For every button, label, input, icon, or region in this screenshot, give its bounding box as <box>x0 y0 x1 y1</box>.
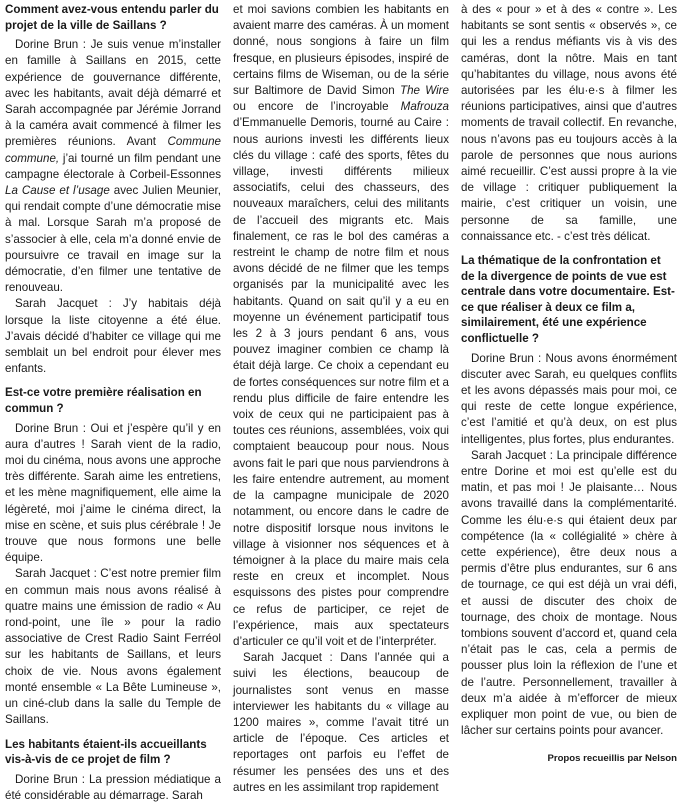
answer-paragraph: à des « pour » et à des « contre ». Les habitants se sont sentis « observés », ce qui les a rendus méfiants vis à vis des caméras, dont la nôtre. Mais en tant qu’habitantes du village, nous avons été autorisées par les élu·e·s à filmer les réunions participatives, ainsi que d’autres moments de travail collectif. En revanche, nous n’avons pas eu toujours accès à la parole de personnes que nous aurions aimé recueillir. C’est aussi propre à la vie de village : critiquer publiquement la mairie, c’est critiquer un voisin, une personne de sa famille, une connaissance etc. - c’est très délicat. <box>461 3 677 243</box>
film-title: Commune commune, <box>5 135 221 165</box>
film-title: Mafrouza <box>400 100 449 114</box>
answer-paragraph: Sarah Jacquet : C’est notre premier film en commun mais nous avons réalisé à quatre mains une émission de radio « Au rond-point, une île » pour la radio associative de Crest Radio Saint Ferréol sur les habitants de Saillans, et leurs choix de vie. Nous avons également monté ensemble « La Bête Lumineuse », un ciné-club dans la salle du Temple de Saillans. <box>5 567 221 727</box>
column-2 <box>233 2 449 796</box>
column-1 <box>5 2 221 804</box>
answer-paragraph: Dorine Brun : Nous avons énormément discuter avec Sarah, eu quelques conflits et les avons dépassés mais pour moi, ce qui reste de cette longue expérience, c’est l’amitié et qu’à deux, on est plus intelligentes, plus fortes, plus endurantes. <box>461 351 677 446</box>
answer-paragraph: Sarah Jacquet : La principale différence entre Dorine et moi est qu’elle est du matin, et pas moi ! Je plaisante… Nous avons travaillé dans la complémentarité. Comme les élu·e·s qui étaient deux par compétence (la « collégialité » chère à cette expérience), être deux nous a permis d’être plus endurantes, sur 6 ans de tournage, ce qui est déjà un vrai défi, et aussi de discuter des choix de tournage, des choix de montage. Nous tombions souvent d’accord et, quand cela n’était pas le cas, cela a permis de pousser plus loin la réflexion de l’une et de l’autre. Personnellement, travailler à deux m’a aidée à m’efforcer de mieux expliquer mon point de vue, ou bien de lâcher sur certains points pour avancer. <box>461 448 677 738</box>
question-heading: Comment avez-vous entendu parler du projet de la ville de Saillans ? <box>5 3 219 32</box>
film-title: La Cause et l’usage <box>5 184 110 198</box>
question-heading: Est-ce votre première réalisation en commun ? <box>5 386 202 416</box>
answer-paragraph: Sarah Jacquet : J’y habitais déjà lorsque la liste citoyenne a été élue. J’avais décidé d’habiter ce village qui me semblait un bel endroit pour élever mes enfants. <box>5 297 221 376</box>
series-title: The Wire <box>399 84 449 98</box>
answer-paragraph: Sarah Jacquet : Dans l’année qui a suivi les élections, beaucoup de journalistes sont venus en masse interviewer les habitants du « village au 1200 maires », comme l’avait titré un article de l’époque. Ces articles et reportages ont parfois eu l’effet de résumer les pensées des uns et des autres en les assimilant trop rapidement <box>233 651 449 794</box>
answer-paragraph: Dorine Brun : La pression médiatique a été considérable au démarrage. Sarah <box>5 772 221 802</box>
question-heading: La thématique de la confrontation et de la divergence de points de vue est centrale dans votre documentaire. Est-ce que réaliser à deux ce film a, similairement, été une expérience conflictuelle ? <box>461 254 675 346</box>
answer-paragraph: Dorine Brun : Je suis venue m’installer en famille à Saillans en 2015, cette expérience de gouvernance différente, avec les habitants, avait déjà démarré et Sarah accompagnée par Jérémie Jorrand à la caméra avait commencé à filmer les premières réunions. Avant Commune commune, j’ai tourné un film pendant une campagne électorale à Corbeil-Essonnes La Cause et l’usage avec Julien Meunier, qui rendait compte d’une démocratie mise à mal. Lorsque Sarah m’a proposé de s’associer à elle, cela m’a donné envie de poursuivre ce travail en image sur la démocratie, d’en filmer une tentative de renouveau. <box>5 38 221 295</box>
interview-page <box>3 0 681 802</box>
question-heading: Les habitants étaient-ils accueillants vis-à-vis de ce projet de film ? <box>5 737 207 767</box>
answer-paragraph: Dorine Brun : Oui et j’espère qu’il y en aura d’autres ! Sarah vient de la radio, moi du cinéma, nous avons une approche très différente. Sarah aime les entretiens, et les mène magnifiquement, elle aime la légèreté, moi j’aime le cinéma direct, la mise en scène, et suis plus cérébrale ! Je trouve que nous formons une belle équipe. <box>5 421 221 565</box>
interview-credit: Propos recueillis par Nelson <box>547 753 677 765</box>
answer-paragraph: et moi savions combien les habitants en avaient marre des caméras. À un moment donné, nous songions à faire un film fresque, en plusieurs épisodes, inspiré de certains films de Wiseman, ou de la série sur Baltimore de David Simon The Wire ou encore de l’incroyable Mafrouza d’Emmanuelle Demoris, tourné au Caire : nous aurions investi les différents lieux clés du village : café des sports, fêtes du village, investi différents milieux associatifs, celui des chasseurs, des nouveaux maraîchers, celui des militants de l’accueil des migrants etc. Mais finalement, ce ras le bol des caméras a restreint le champ de notre film et nous avons décidé de ne filmer que les temps organisés par la municipalité avec les habitants. Quand on sait qu’il y a eu en moyenne un événement participatif tous les 2 à 3 jours pendant 6 ans, vous pouvez imaginer combien ce champ là était déjà large. Ce choix a cependant eu de fortes conséquences sur notre film et a rendu plus difficile de faire entendre les voix de ceux qui ne participaient pas à toutes ces réunions, assemblées, voix qui comptaient beaucoup pour nous. Nous avons fait le pari que nous parviendrons à les faire entendre autrement, au moment de la campagne municipale de 2020 notamment, ou encore dans le cadre de notre dispositif lorsque nous invitons le village à visionner nos séquences et à témoigner à la place du maire mais cela reste en creux et incomplet. Nous esquissons des pistes pour comprendre ce refus de participer, ce rejet de l’expérience, mais aux spectateurs d’articuler ce qu’il voit et de l’interpréter. <box>233 3 449 648</box>
column-3 <box>461 2 677 765</box>
